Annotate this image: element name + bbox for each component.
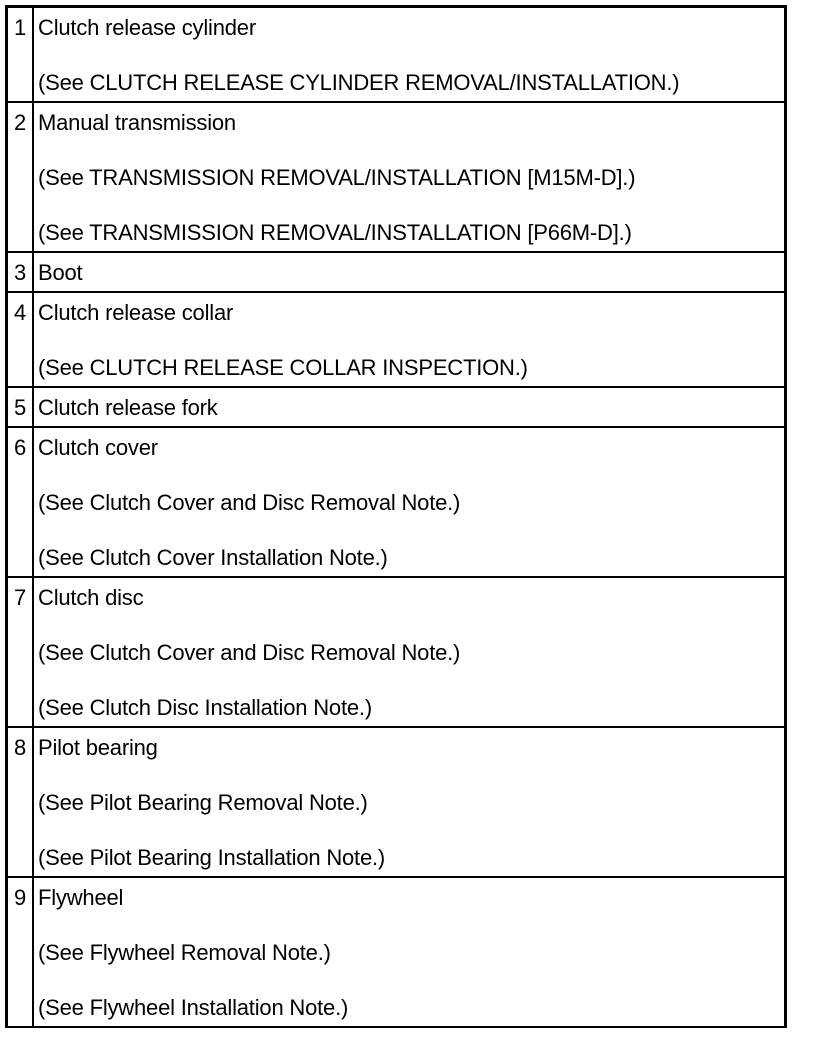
component-description-cell [33,292,786,387]
component-name: Clutch disc [38,585,144,610]
component-name: Clutch release fork [38,395,218,420]
component-reference-note: (See CLUTCH RELEASE COLLAR INSPECTION.) [38,355,528,380]
component-row [7,102,786,252]
component-name: Boot [38,260,83,285]
component-reference-note: (See TRANSMISSION REMOVAL/INSTALLATION [P66M-D].) [38,220,632,245]
component-number-cell [7,7,34,103]
component-number: 9 [13,885,27,910]
component-table [5,5,787,1028]
component-number: 3 [13,260,27,285]
component-description-cell [33,252,786,292]
component-description-cell [33,427,786,577]
component-name: Manual transmission [38,110,236,135]
component-row [7,387,786,427]
component-reference-note: (See Clutch Cover Installation Note.) [38,545,388,570]
component-number: 5 [13,395,27,420]
component-number: 6 [13,435,27,460]
component-number-cell [7,877,34,1027]
component-reference-note: (See Pilot Bearing Installation Note.) [38,845,386,870]
component-name: Clutch release collar [38,300,234,325]
component-name: Clutch release cylinder [38,15,256,40]
component-description-cell [33,7,786,103]
component-name: Pilot bearing [38,735,158,760]
component-row [7,252,786,292]
component-row [7,727,786,877]
component-number-cell [7,427,34,577]
component-reference-note: (See Flywheel Removal Note.) [38,940,331,965]
component-description-cell [33,727,786,877]
component-number-cell [7,727,34,877]
component-number-cell [7,577,34,727]
component-reference-note: (See CLUTCH RELEASE CYLINDER REMOVAL/INSTALLATION.) [38,70,680,95]
component-name: Flywheel [38,885,124,910]
component-description-cell [33,877,786,1027]
component-reference-note: (See Pilot Bearing Removal Note.) [38,790,368,815]
component-number: 7 [13,585,27,610]
component-number: 1 [13,15,27,40]
component-reference-note: (See Flywheel Installation Note.) [38,995,349,1020]
component-reference-note: (See Clutch Disc Installation Note.) [38,695,372,720]
component-number-cell [7,252,34,292]
component-number: 4 [13,300,27,325]
component-number-cell [7,292,34,387]
component-row [7,577,786,727]
component-number: 8 [13,735,27,760]
component-row [7,292,786,387]
component-reference-note: (See Clutch Cover and Disc Removal Note.) [38,640,461,665]
component-description-cell [33,387,786,427]
component-number-cell [7,387,34,427]
component-row [7,877,786,1027]
component-number-cell [7,102,34,252]
component-rows [7,7,786,1028]
component-row [7,427,786,577]
component-name: Clutch cover [38,435,158,460]
component-description-cell [33,577,786,727]
component-number: 2 [13,110,27,135]
component-reference-note: (See Clutch Cover and Disc Removal Note.) [38,490,461,515]
component-reference-note: (See TRANSMISSION REMOVAL/INSTALLATION [M15M-D].) [38,165,636,190]
component-row [7,7,786,103]
component-description-cell [33,102,786,252]
